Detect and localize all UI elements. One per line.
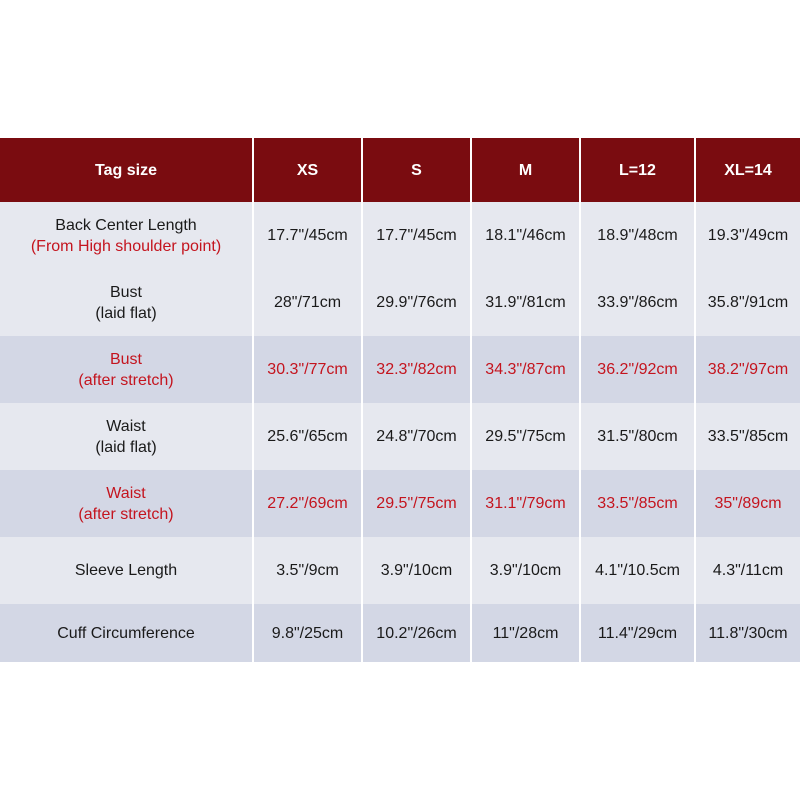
- cell-xl: 19.3"/49cm: [695, 202, 800, 269]
- row-sublabel: (From High shoulder point): [30, 237, 222, 255]
- cell-xs: 25.6"/65cm: [253, 403, 362, 470]
- header-size-xl: XL=14: [695, 138, 800, 202]
- cell-xl: 35"/89cm: [695, 470, 800, 537]
- row-title: Bust: [109, 350, 142, 368]
- cell-m: 3.9"/10cm: [471, 537, 580, 604]
- cell-s: 32.3"/82cm: [362, 336, 471, 403]
- header-size-m: M: [471, 138, 580, 202]
- row-label: [0, 470, 253, 537]
- cell-s: 17.7"/45cm: [362, 202, 471, 269]
- cell-s: 29.9"/76cm: [362, 269, 471, 336]
- cell-l: 33.9"/86cm: [580, 269, 695, 336]
- row-sublabel: (after stretch): [78, 505, 174, 523]
- cell-m: 31.9"/81cm: [471, 269, 580, 336]
- cell-xl: 4.3"/11cm: [695, 537, 800, 604]
- row-bust-after-stretch: [0, 336, 800, 403]
- row-title: Cuff Circumference: [57, 624, 195, 642]
- cell-l: 11.4"/29cm: [580, 604, 695, 662]
- header-size-xs: XS: [253, 138, 362, 202]
- cell-xs: 30.3"/77cm: [253, 336, 362, 403]
- header-tag-size: Tag size: [0, 138, 253, 202]
- cell-m: 31.1"/79cm: [471, 470, 580, 537]
- row-title: Waist: [106, 484, 146, 502]
- cell-m: 34.3"/87cm: [471, 336, 580, 403]
- header-row: [0, 138, 800, 202]
- row-sublabel: (after stretch): [78, 371, 174, 389]
- cell-xs: 3.5"/9cm: [253, 537, 362, 604]
- row-title: Bust: [109, 283, 142, 301]
- row-title: Sleeve Length: [74, 562, 178, 579]
- row-sublabel: (laid flat): [95, 438, 157, 456]
- row-sleeve-length: [0, 537, 800, 604]
- cell-xs: 17.7"/45cm: [253, 202, 362, 269]
- row-waist-after-stretch: [0, 470, 800, 537]
- row-back-center-length: [0, 202, 800, 269]
- row-label: [0, 604, 253, 662]
- row-label: [0, 202, 253, 269]
- cell-m: 18.1"/46cm: [471, 202, 580, 269]
- cell-s: 3.9"/10cm: [362, 537, 471, 604]
- cell-l: 18.9"/48cm: [580, 202, 695, 269]
- cell-xl: 38.2"/97cm: [695, 336, 800, 403]
- row-label: [0, 336, 253, 403]
- row-waist-laid-flat: [0, 403, 800, 470]
- cell-xs: 27.2"/69cm: [253, 470, 362, 537]
- cell-m: 11"/28cm: [471, 604, 580, 662]
- row-bust-laid-flat: [0, 269, 800, 336]
- row-cuff-circumference: [0, 604, 800, 662]
- cell-xl: 33.5"/85cm: [695, 403, 800, 470]
- cell-xl: 11.8"/30cm: [695, 604, 800, 662]
- row-label: [0, 269, 253, 336]
- cell-s: 29.5"/75cm: [362, 470, 471, 537]
- cell-l: 31.5"/80cm: [580, 403, 695, 470]
- cell-l: 33.5"/85cm: [580, 470, 695, 537]
- cell-xs: 28"/71cm: [253, 269, 362, 336]
- row-label: [0, 537, 253, 604]
- cell-l: 4.1"/10.5cm: [580, 537, 695, 604]
- row-label: [0, 403, 253, 470]
- row-title: Back Center Length: [55, 216, 197, 234]
- size-chart-table: [0, 138, 800, 662]
- header-size-s: S: [362, 138, 471, 202]
- cell-m: 29.5"/75cm: [471, 403, 580, 470]
- cell-l: 36.2"/92cm: [580, 336, 695, 403]
- cell-s: 10.2"/26cm: [362, 604, 471, 662]
- row-sublabel: (laid flat): [95, 304, 157, 322]
- cell-xs: 9.8"/25cm: [253, 604, 362, 662]
- row-title: Waist: [106, 417, 146, 435]
- cell-s: 24.8"/70cm: [362, 403, 471, 470]
- header-size-l: L=12: [580, 138, 695, 202]
- cell-xl: 35.8"/91cm: [695, 269, 800, 336]
